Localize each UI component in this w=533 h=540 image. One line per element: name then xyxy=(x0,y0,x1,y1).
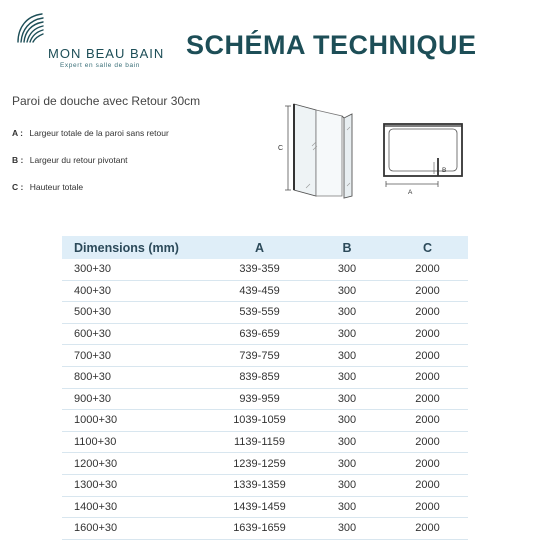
table-row xyxy=(62,431,468,453)
table-cell: 2000 xyxy=(387,302,468,324)
table-cell: 600+30 xyxy=(62,323,212,345)
table-cell: 300 xyxy=(307,496,387,518)
table-cell: 939-959 xyxy=(212,388,307,410)
brand-logo xyxy=(12,8,165,69)
legend-key: B : xyxy=(12,155,24,165)
table-cell: 2000 xyxy=(387,453,468,475)
table-cell: 300 xyxy=(307,280,387,302)
shower-top-view-diagram xyxy=(378,118,470,198)
table-cell: 300 xyxy=(307,345,387,367)
table-cell: 2000 xyxy=(387,259,468,280)
table-cell: 539-559 xyxy=(212,302,307,324)
brand-name: MON BEAU BAIN xyxy=(48,46,165,61)
table-cell: 2000 xyxy=(387,518,468,540)
table-cell: 300 xyxy=(307,453,387,475)
table-row xyxy=(62,366,468,388)
table-cell: 1600+30 xyxy=(62,518,212,540)
table-cell: 300 xyxy=(307,323,387,345)
page-title: SCHÉMA TECHNIQUE xyxy=(186,30,477,60)
table-cell: 300 xyxy=(307,302,387,324)
table-cell: 1100+30 xyxy=(62,431,212,453)
table-cell: 1639-1659 xyxy=(212,518,307,540)
table-cell: 300 xyxy=(307,518,387,540)
dimensions-table xyxy=(62,236,468,540)
table-cell: 839-859 xyxy=(212,366,307,388)
legend-text: Largeur du retour pivotant xyxy=(29,155,128,165)
table-cell: 1439-1459 xyxy=(212,496,307,518)
table-cell: 500+30 xyxy=(62,302,212,324)
table-cell: 2000 xyxy=(387,431,468,453)
table-cell: 639-659 xyxy=(212,323,307,345)
table-cell: 300 xyxy=(307,366,387,388)
table-cell: 2000 xyxy=(387,345,468,367)
table-cell: 739-759 xyxy=(212,345,307,367)
table-cell: 2000 xyxy=(387,388,468,410)
table-header-row xyxy=(62,236,468,259)
legend-text: Largeur totale de la paroi sans retour xyxy=(29,128,169,138)
table-cell: 300 xyxy=(307,259,387,280)
table-row xyxy=(62,280,468,302)
table-cell: 700+30 xyxy=(62,345,212,367)
legend-key: A : xyxy=(12,128,24,138)
table-cell: 900+30 xyxy=(62,388,212,410)
table-body xyxy=(62,259,468,539)
table-row xyxy=(62,345,468,367)
table-cell: 2000 xyxy=(387,280,468,302)
table-cell: 1039-1059 xyxy=(212,410,307,432)
table-cell: 1300+30 xyxy=(62,474,212,496)
dim-label-c: C xyxy=(278,145,284,152)
table-row xyxy=(62,410,468,432)
table-cell: 339-359 xyxy=(212,259,307,280)
table-row xyxy=(62,474,468,496)
table-row xyxy=(62,388,468,410)
table-row xyxy=(62,323,468,345)
table-cell: 1200+30 xyxy=(62,453,212,475)
table-cell: 2000 xyxy=(387,366,468,388)
table-cell: 2000 xyxy=(387,474,468,496)
table-cell: 300 xyxy=(307,431,387,453)
table-row xyxy=(62,259,468,280)
table-cell: 2000 xyxy=(387,496,468,518)
column-header: Dimensions (mm) xyxy=(62,236,212,259)
column-header: A xyxy=(212,236,307,259)
brand-tagline: Expert en salle de bain xyxy=(60,62,140,69)
legend-item-c xyxy=(12,182,83,192)
table-cell: 300 xyxy=(307,474,387,496)
product-subtitle: Paroi de douche avec Retour 30cm xyxy=(12,94,201,108)
table-cell: 300 xyxy=(307,410,387,432)
dim-label-b: B xyxy=(442,167,447,174)
table-cell: 2000 xyxy=(387,410,468,432)
table-cell: 1400+30 xyxy=(62,496,212,518)
legend-key: C : xyxy=(12,182,24,192)
dim-label-a: A xyxy=(408,189,413,196)
table-cell: 1000+30 xyxy=(62,410,212,432)
table-cell: 300+30 xyxy=(62,259,212,280)
table-row xyxy=(62,453,468,475)
table-cell: 400+30 xyxy=(62,280,212,302)
wave-logo-icon xyxy=(12,8,52,48)
table-cell: 1339-1359 xyxy=(212,474,307,496)
column-header: B xyxy=(307,236,387,259)
table-cell: 300 xyxy=(307,388,387,410)
shower-perspective-diagram xyxy=(272,100,364,200)
legend-item-b xyxy=(12,155,128,165)
table-row xyxy=(62,496,468,518)
legend-item-a xyxy=(12,128,169,138)
column-header: C xyxy=(387,236,468,259)
table-row xyxy=(62,518,468,540)
table-cell: 439-459 xyxy=(212,280,307,302)
table-cell: 1239-1259 xyxy=(212,453,307,475)
table-cell: 800+30 xyxy=(62,366,212,388)
legend-text: Hauteur totale xyxy=(29,182,84,192)
table-cell: 2000 xyxy=(387,323,468,345)
table-row xyxy=(62,302,468,324)
table-cell: 1139-1159 xyxy=(212,431,307,453)
